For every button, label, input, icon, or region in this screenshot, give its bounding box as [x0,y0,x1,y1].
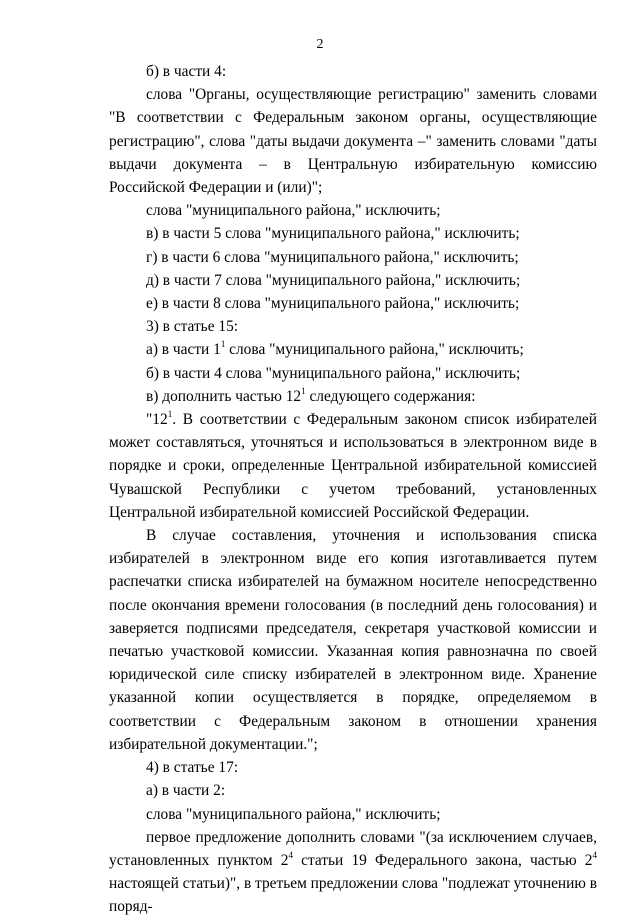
text-span: настоящей статьи)", в третьем предложении слова "подлежат уточнению в поряд- [109,875,597,916]
paragraph: д) в части 7 слова "муниципального района," исключить; [146,271,521,289]
paragraph [109,385,597,408]
paragraph: слова "муниципального района," исключить; [146,805,441,823]
superscript: 1 [301,385,306,396]
paragraph: а) в части 2: [146,782,226,800]
text-span: в) дополнить частью 12 [146,387,302,405]
paragraph: в) в части 5 слова "муниципального района," исключить; [146,225,520,243]
paragraph: е) в части 8 слова "муниципального района," исключить; [146,295,520,313]
text-span: статьи 19 Федерального закона, частью 2 [292,851,593,869]
page-number: 2 [316,37,324,52]
paragraph [109,338,597,361]
paragraph: слова "Органы, осуществляющие регистрацию" заменить словами "В соответствии с Федеральным законом органы, осуществляющие регистрацию", слова "даты выдачи документа –" заменить словами "даты выдачи документа – в Центральную избирательную комиссию Российской Федерации и (или)"; [109,86,597,197]
superscript: 4 [592,849,597,860]
paragraph [109,408,597,524]
paragraph: слова "муниципального района," исключить; [146,202,441,220]
superscript: 4 [288,849,293,860]
superscript: 1 [220,339,226,350]
text-span: следующего содержания: [305,387,476,405]
text-span: первое предложение дополнить словами "(за исключением случаев, установленных пунктом 2 [109,828,597,869]
text-span: "12 [146,411,168,429]
document-body [109,60,597,919]
paragraph: г) в части 6 слова "муниципального района," исключить; [146,248,519,266]
text-span: слова "муниципального района," исключить; [225,341,524,359]
text-span: . В соответствии с Федеральным законом список избирателей может составляться, уточняться и использоваться в электронном виде в порядке и сроки, определенные Центральной избирательной комиссией Чувашской Республики с учетом требований, установленных Центральной избирательной комиссией Российской Федерации. [109,411,597,521]
superscript: 1 [167,408,173,419]
paragraph: б) в части 4: [146,63,227,80]
paragraph: 3) в статье 15: [146,318,239,336]
paragraph: б) в части 4 слова "муниципального района," исключить; [146,364,521,382]
paragraph: 4) в статье 17: [146,759,239,777]
text-span: а) в части 1 [146,341,221,359]
paragraph: В случае составления, уточнения и использования списка избирателей в электронном виде его копия изготавливается путем распечатки списка избирателей на бумажном носителе непосредственно после окончания времени голосования (в последний день голосования) и заверяется подписями председателя, секретаря участковой комиссии и печатью участковой комиссии. Указанная копия равнозначна по своей юридической силе списку избирателей в электронном виде. Хранение указанной копии осуществляется в порядке, определяемом в соответствии с Федеральным законом в отношении хранения избирательной документации."; [109,527,597,753]
